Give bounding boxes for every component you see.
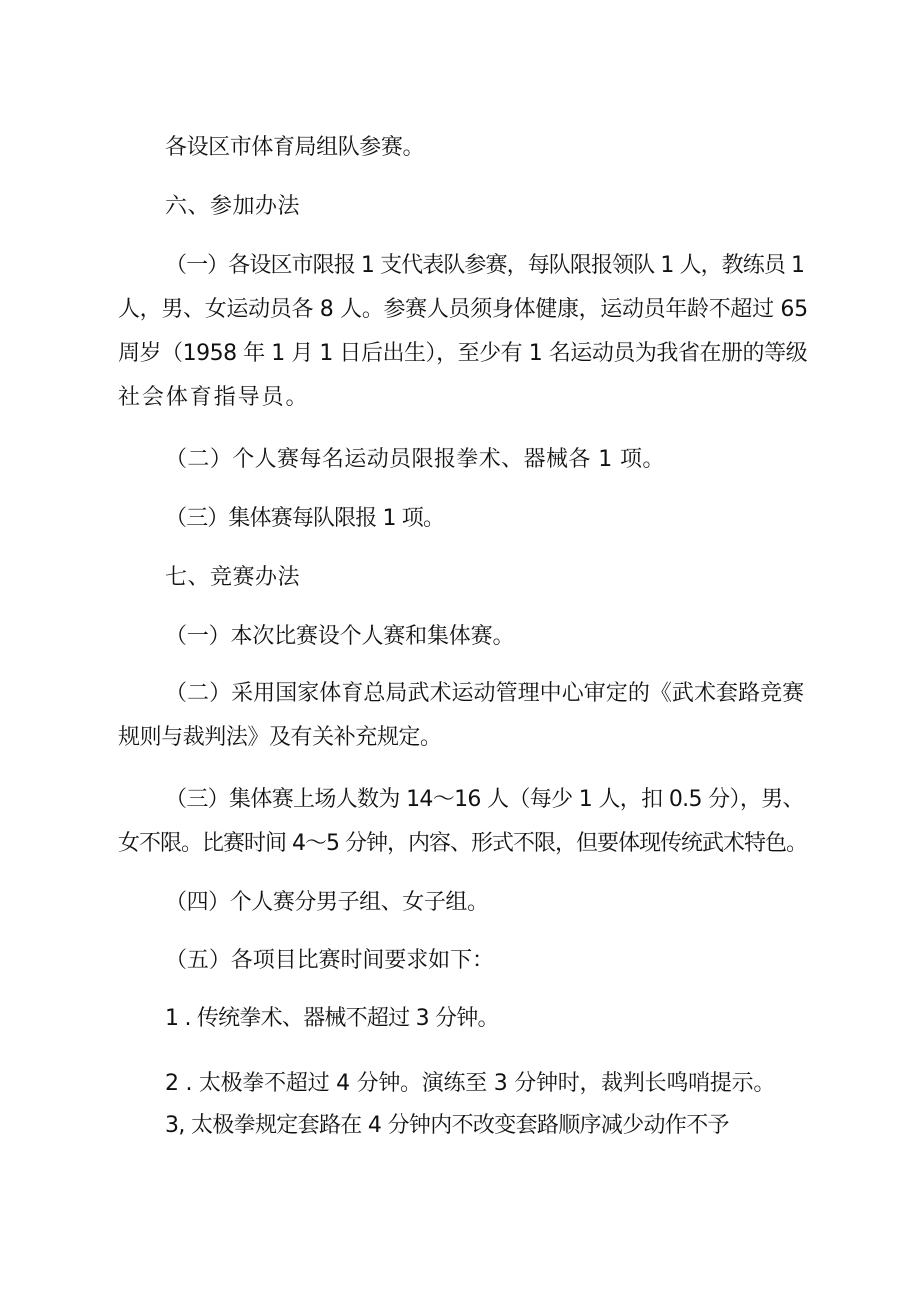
paragraph-line-13: （三）集体赛上场人数为 14～16 人（每少 1 人，扣 0.5 分），男、 xyxy=(165,787,804,812)
paragraph-line-8: （三）集体赛每队限报 1 项。 xyxy=(165,506,445,531)
paragraph-line-4: 人，男、女运动员各 8 人。参赛人员须身体健康，运动员年龄不超过 65 xyxy=(118,297,808,322)
paragraph-line-15: （四）个人赛分男子组、女子组。 xyxy=(165,890,489,915)
paragraph-line-11: （二）采用国家体育总局武术运动管理中心审定的《武术套路竞赛 xyxy=(165,681,805,706)
paragraph-line-7: （二）个人赛每名运动员限报拳术、器械各 1 项。 xyxy=(165,447,665,472)
paragraph-line-14: 女不限。比赛时间 4～5 分钟，内容、形式不限，但要体现传统武术特色。 xyxy=(118,831,807,856)
paragraph-line-3: （一）各设区市限报 1 支代表队参赛，每队限报领队 1 人，教练员 1 xyxy=(165,253,805,278)
list-item-3: 3, 太极拳规定套路在 4 分钟内不改变套路顺序减少动作不予 xyxy=(165,1113,729,1138)
paragraph-line-6: 社会体育指导员。 xyxy=(118,385,310,410)
paragraph-line-1: 各设区市体育局组队参赛。 xyxy=(165,135,425,160)
list-item-1: 1 . 传统拳术、器械不超过 3 分钟。 xyxy=(165,1006,499,1031)
paragraph-line-10: （一）本次比赛设个人赛和集体赛。 xyxy=(165,624,515,649)
section-heading-six: 六、参加办法 xyxy=(165,194,301,219)
section-heading-seven: 七、竞赛办法 xyxy=(165,565,301,590)
paragraph-line-16: （五）各项目比赛时间要求如下： xyxy=(165,948,494,973)
list-item-2: 2 . 太极拳不超过 4 分钟。演练至 3 分钟时，裁判长鸣哨提示。 xyxy=(165,1071,776,1096)
paragraph-line-5: 周岁（1958 年 1 月 1 日后出生），至少有 1 名运动员为我省在册的等级 xyxy=(118,341,808,366)
paragraph-line-12: 规则与裁判法》及有关补充规定。 xyxy=(118,725,442,750)
